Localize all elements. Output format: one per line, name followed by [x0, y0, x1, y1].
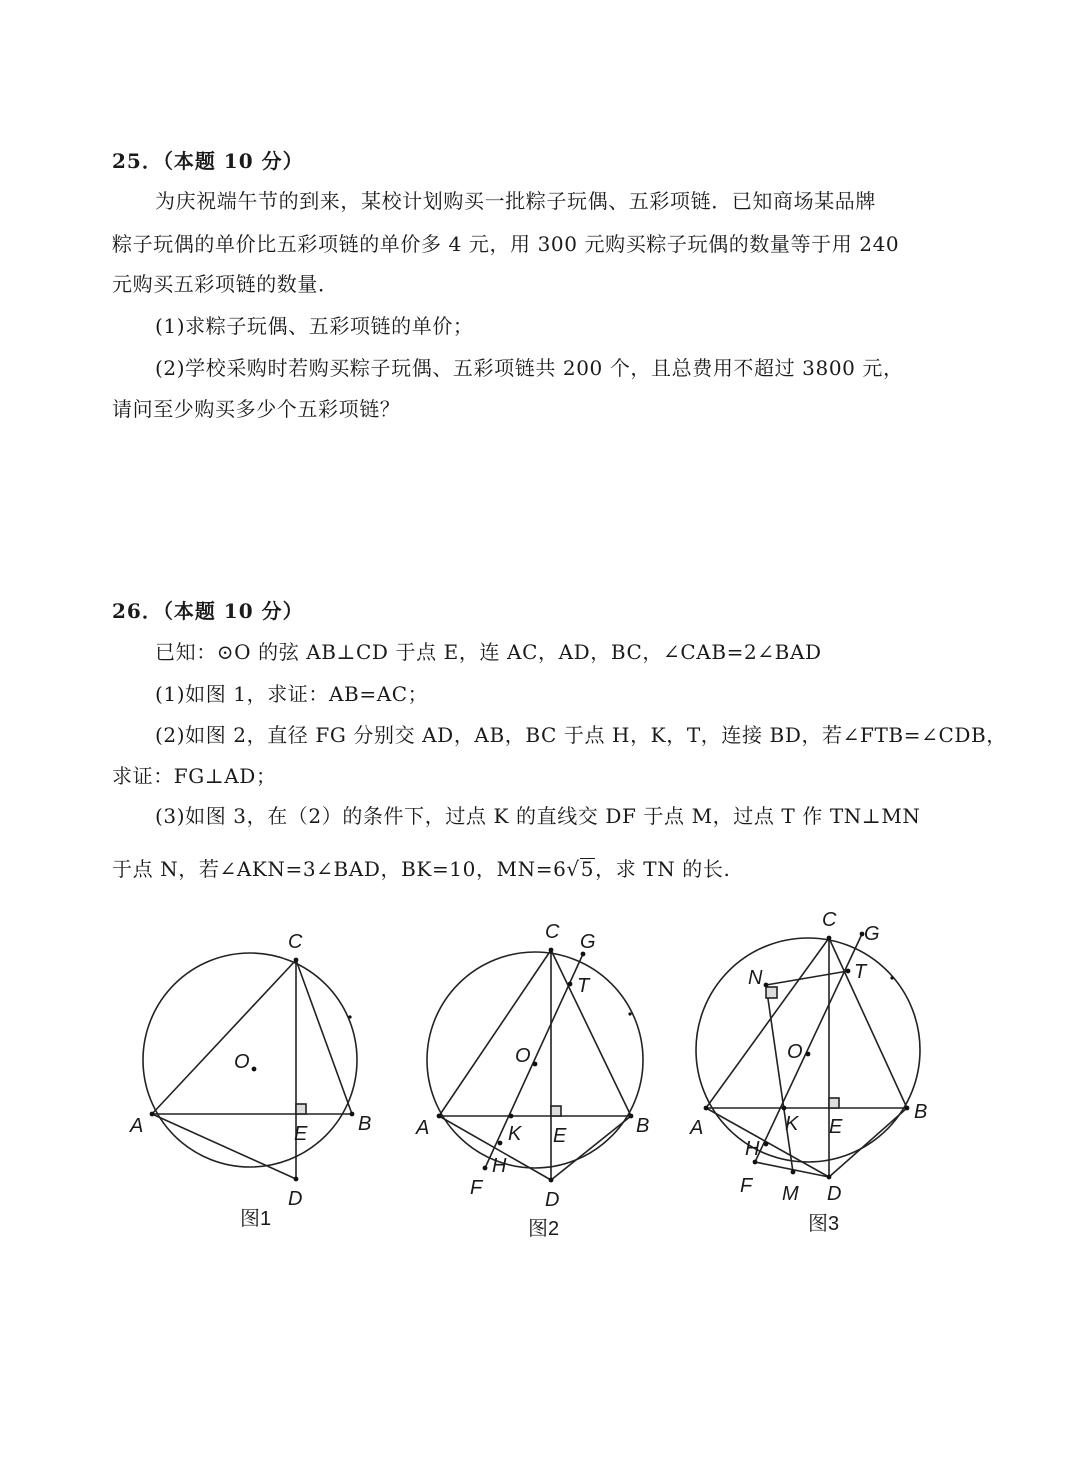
- fig3-label-o: O: [787, 1041, 803, 1063]
- fig3-label-f: F: [740, 1175, 753, 1197]
- fig2-point-b: [629, 1114, 634, 1119]
- q25-title: 25．（本题 10 分）: [112, 149, 304, 173]
- fig2-segment-bc: [551, 950, 631, 1116]
- fig3-right-angle-e: [829, 1098, 839, 1108]
- q25-line: 粽子玩偶的单价比五彩项链的单价多 4 元，用 300 元购买粽子玩偶的数量等于用 240: [112, 232, 900, 256]
- fig3-label-h: H: [745, 1138, 760, 1160]
- fig2-point-d: [549, 1178, 554, 1183]
- fig3-point-d: [827, 1175, 832, 1180]
- q26-title: 26．（本题 10 分）: [112, 599, 304, 623]
- fig1-label-b: B: [358, 1113, 372, 1135]
- fig3-label-c: C: [822, 909, 837, 931]
- fig3-diameter-fg: [755, 934, 862, 1162]
- q25-line: 为庆祝端午节的到来，某校计划购买一批粽子玩偶、五彩项链．已知商场某品牌: [155, 189, 876, 213]
- fig1-point-d: [294, 1177, 299, 1182]
- fig3-point-n: [764, 983, 769, 988]
- fig2-label-c: C: [545, 921, 560, 943]
- q26-given: 已知：⊙O 的弦 AB⊥CD 于点 E，连 AC，AD，BC，∠CAB=2∠BAD: [155, 640, 822, 664]
- q26-last-line: 于点 N，若∠AKN=3∠BAD，BK=10，MN=6√5，求 TN 的长.: [112, 857, 731, 881]
- fig2-right-angle-mark: [551, 1106, 561, 1116]
- fig3-point-c: [827, 936, 832, 941]
- fig2-diameter-fg: [485, 954, 583, 1168]
- fig1-label-e: E: [294, 1123, 308, 1145]
- q26-part2: (2)如图 2，直径 FG 分别交 AD，AB，BC 于点 H，K，T，连接 BD，若∠FTB=∠CDB，: [155, 723, 1007, 747]
- fig1-segment-ac: [152, 960, 296, 1114]
- fig2-point-t: [568, 982, 573, 987]
- fig2-label-f: F: [470, 1177, 483, 1199]
- fig2-label-t: T: [577, 975, 590, 997]
- fig2-label-o: O: [515, 1045, 531, 1067]
- q25-line: 请问至少购买多少个五彩项链？: [112, 397, 401, 421]
- fig3-label-k: K: [785, 1113, 799, 1135]
- q26-part1: (1)如图 1，求证：AB=AC；: [155, 682, 429, 706]
- fig3-point-h: [764, 1142, 769, 1147]
- fig3-point-b: [905, 1106, 910, 1111]
- fig2-segment-ac: [439, 950, 551, 1116]
- fig1-point-c: [294, 958, 299, 963]
- fig2-point-o: [533, 1062, 538, 1067]
- fig3-label-t: T: [854, 961, 867, 983]
- fig2-label-e: E: [553, 1125, 567, 1147]
- fig3-label-g: G: [864, 923, 880, 945]
- fig2-point-h: [498, 1141, 503, 1146]
- fig3-label-e: E: [829, 1116, 843, 1138]
- fig3-label-d: D: [827, 1183, 842, 1205]
- q25-part1: (1)求粽子玩偶、五彩项链的单价；: [155, 314, 474, 338]
- fig1-circle: [143, 953, 357, 1167]
- fig1-caption: 图1: [240, 1208, 272, 1230]
- fig1-label-a: A: [130, 1115, 144, 1137]
- fig2-label-a: A: [416, 1117, 430, 1139]
- fig2-label-d: D: [545, 1189, 560, 1211]
- figures-area: [0, 900, 1080, 1260]
- fig3-segment-ac: [706, 938, 829, 1108]
- fig3-label-a: A: [690, 1117, 704, 1139]
- fig1-right-angle-mark: [296, 1104, 306, 1114]
- fig1-point-o: [252, 1067, 257, 1072]
- fig3-point-f: [753, 1160, 758, 1165]
- fig1-point-b: [350, 1112, 355, 1117]
- fig1-label-d: D: [288, 1188, 303, 1210]
- fig2-point-k: [509, 1114, 514, 1119]
- fig2-label-k: K: [508, 1123, 522, 1145]
- fig3-point-k: [782, 1106, 787, 1111]
- q26-part3: (3)如图 3，在（2）的条件下，过点 K 的直线交 DF 于点 M，过点 T 作 TN⊥MN: [155, 804, 921, 828]
- q25-part2: (2)学校采购时若购买粽子玩偶、五彩项链共 200 个，且总费用不超过 3800 元，: [155, 356, 904, 380]
- fig3-segment-tn: [766, 971, 848, 985]
- sqrt-radicand: 5: [580, 857, 595, 881]
- fig1-segment-ad: [152, 1114, 296, 1179]
- fig3-point-o: [806, 1052, 811, 1057]
- fig2-caption: 图2: [528, 1218, 560, 1240]
- fig2-point-a: [437, 1114, 442, 1119]
- figure-1: [143, 953, 357, 1179]
- fig1-label-c: C: [288, 931, 303, 953]
- fig3-point-a: [704, 1106, 709, 1111]
- fig2-label-h: H: [492, 1155, 507, 1177]
- fig2-label-b: B: [636, 1115, 650, 1137]
- q26-line: 求证：FG⊥AD；: [112, 764, 277, 788]
- fig3-label-m: M: [782, 1183, 799, 1205]
- q25-line: 元购买五彩项链的数量．: [112, 272, 339, 296]
- fig2-point-f: [483, 1166, 488, 1171]
- fig1-dot: [348, 1015, 351, 1018]
- fig3-label-b: B: [914, 1101, 928, 1123]
- fig3-point-m: [791, 1170, 796, 1175]
- geometry-figures: [0, 900, 1080, 1260]
- fig3-right-angle-n: [766, 987, 777, 998]
- fig3-caption: 图3: [808, 1213, 840, 1235]
- fig2-label-g: G: [580, 931, 596, 953]
- fig1-label-o: O: [234, 1051, 250, 1073]
- fig1-point-a: [150, 1112, 155, 1117]
- fig2-point-c: [549, 948, 554, 953]
- fig2-dot: [628, 1012, 631, 1015]
- fig3-segment-bc: [829, 938, 907, 1108]
- fig3-label-n: N: [748, 967, 763, 989]
- fig3-dot: [890, 976, 893, 979]
- fig3-point-t: [846, 969, 851, 974]
